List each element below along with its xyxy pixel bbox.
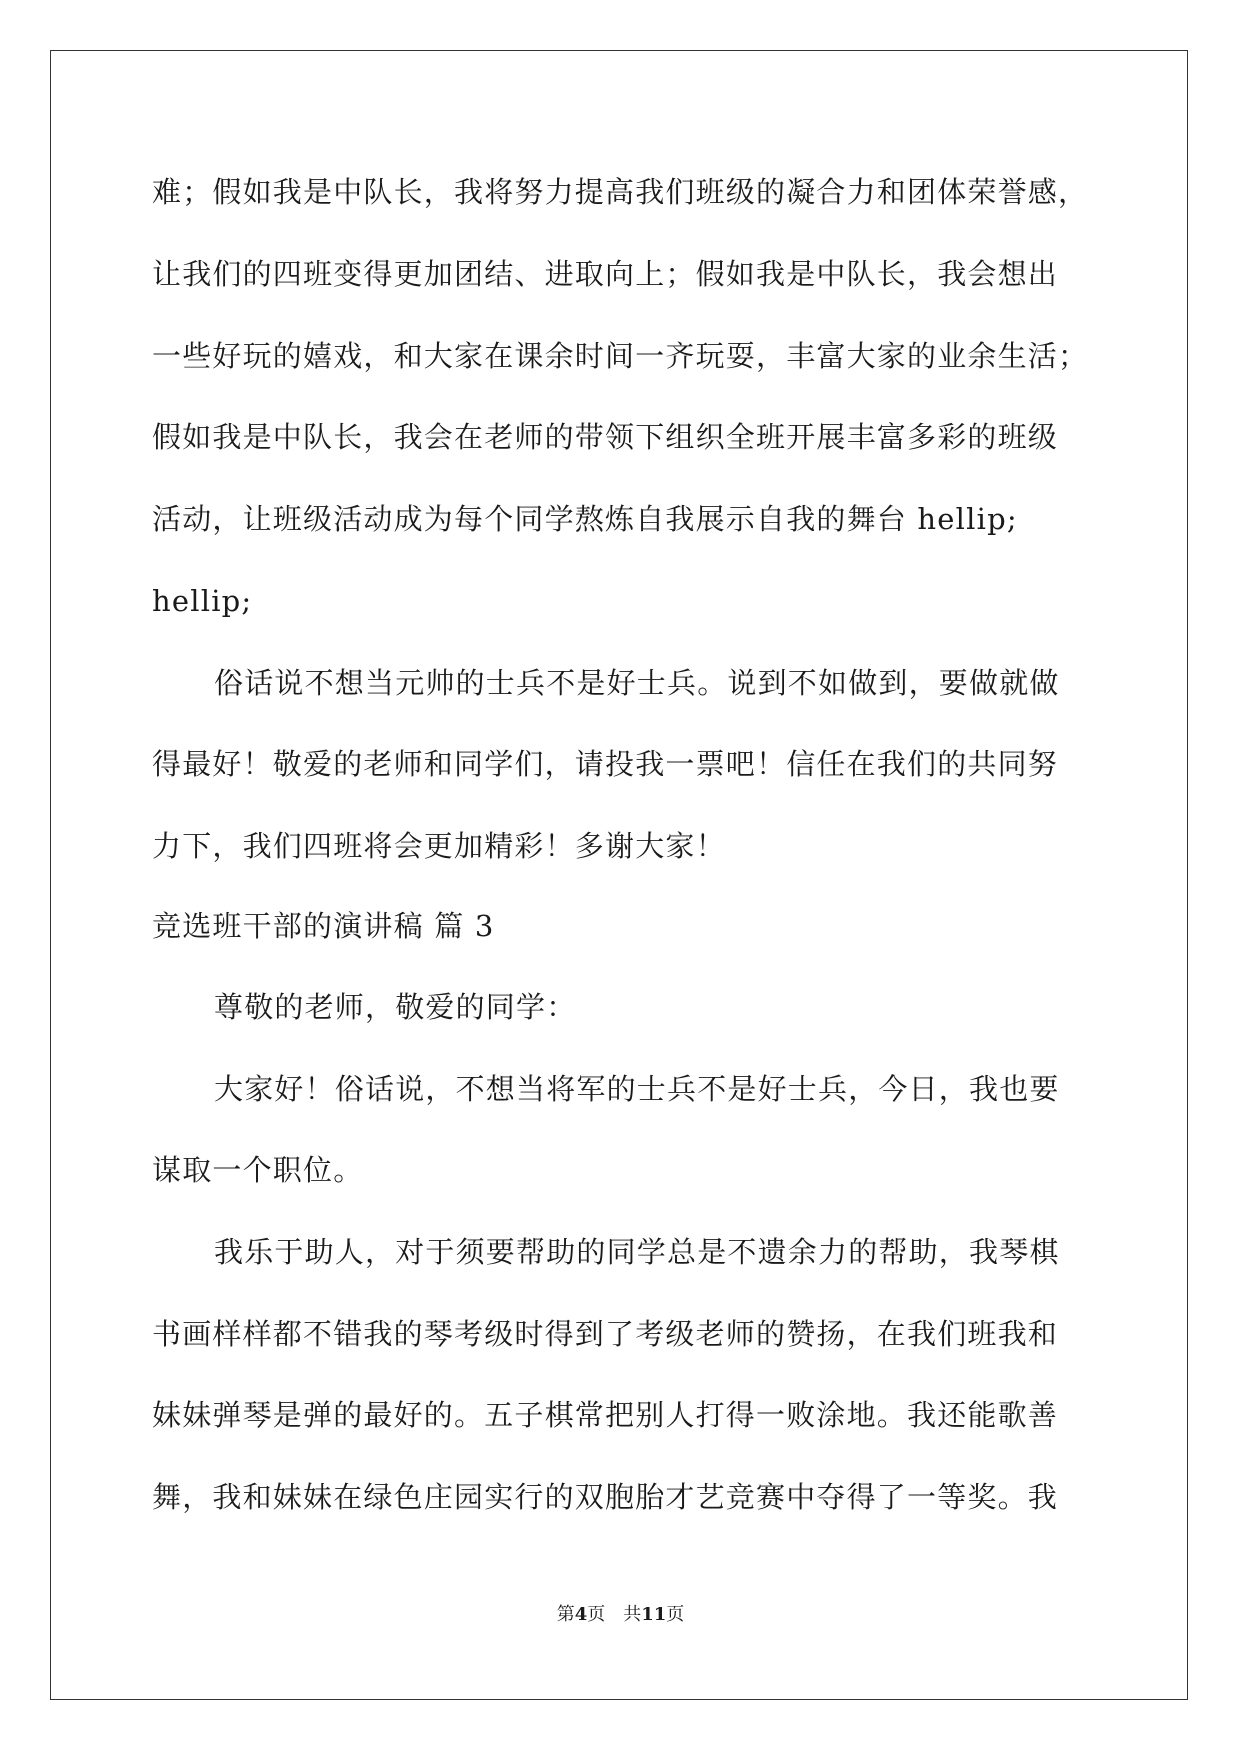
footer-total-pages: 11	[641, 1604, 667, 1625]
footer-total-suffix: 页	[666, 1604, 685, 1625]
section-heading: 竞选班干部的演讲稿 篇 3	[152, 909, 495, 943]
body-line: 力下，我们四班将会更加精彩！多谢大家！	[152, 829, 726, 863]
body-line: 妹妹弹琴是弹的最好的。五子棋常把别人打得一败涂地。我还能歌善	[152, 1398, 1059, 1432]
body-line: 一些好玩的嬉戏，和大家在课余时间一齐玩耍，丰富大家的业余生活；	[152, 339, 1089, 373]
body-line: 书画样样都不错我的琴考级时得到了考级老师的赞扬，在我们班我和	[152, 1317, 1059, 1351]
salutation: 尊敬的老师，敬爱的同学：	[214, 990, 577, 1024]
paragraph-first-line: 我乐于助人，对于须要帮助的同学总是不遗余力的帮助，我琴棋	[214, 1235, 1060, 1269]
page-border	[50, 50, 1188, 1700]
body-line: hellip;	[152, 584, 253, 618]
body-line: 难；假如我是中队长，我将努力提高我们班级的凝合力和团体荣誉感，	[152, 175, 1089, 209]
paragraph-first-line: 俗话说不想当元帅的士兵不是好士兵。说到不如做到，要做就做	[214, 666, 1060, 700]
body-line: 得最好！敬爱的老师和同学们，请投我一票吧！信任在我们的共同努	[152, 747, 1059, 781]
body-line: 让我们的四班变得更加团结、进取向上；假如我是中队长，我会想出	[152, 257, 1059, 291]
footer-page-prefix: 第	[556, 1604, 575, 1625]
body-line: 谋取一个职位。	[152, 1153, 364, 1187]
footer-page-suffix: 页	[587, 1604, 606, 1625]
body-line: 假如我是中队长，我会在老师的带领下组织全班开展丰富多彩的班级	[152, 420, 1059, 454]
body-line: 活动，让班级活动成为每个同学熬炼自我展示自我的舞台 hellip;	[152, 502, 1018, 536]
paragraph-first-line: 大家好！俗话说，不想当将军的士兵不是好士兵，今日，我也要	[214, 1072, 1060, 1106]
footer-page-number: 4	[574, 1604, 588, 1625]
body-line: 舞，我和妹妹在绿色庄园实行的双胞胎才艺竞赛中夺得了一等奖。我	[152, 1480, 1059, 1514]
page-footer	[0, 1604, 1241, 1626]
footer-total-prefix: 共	[623, 1604, 642, 1625]
